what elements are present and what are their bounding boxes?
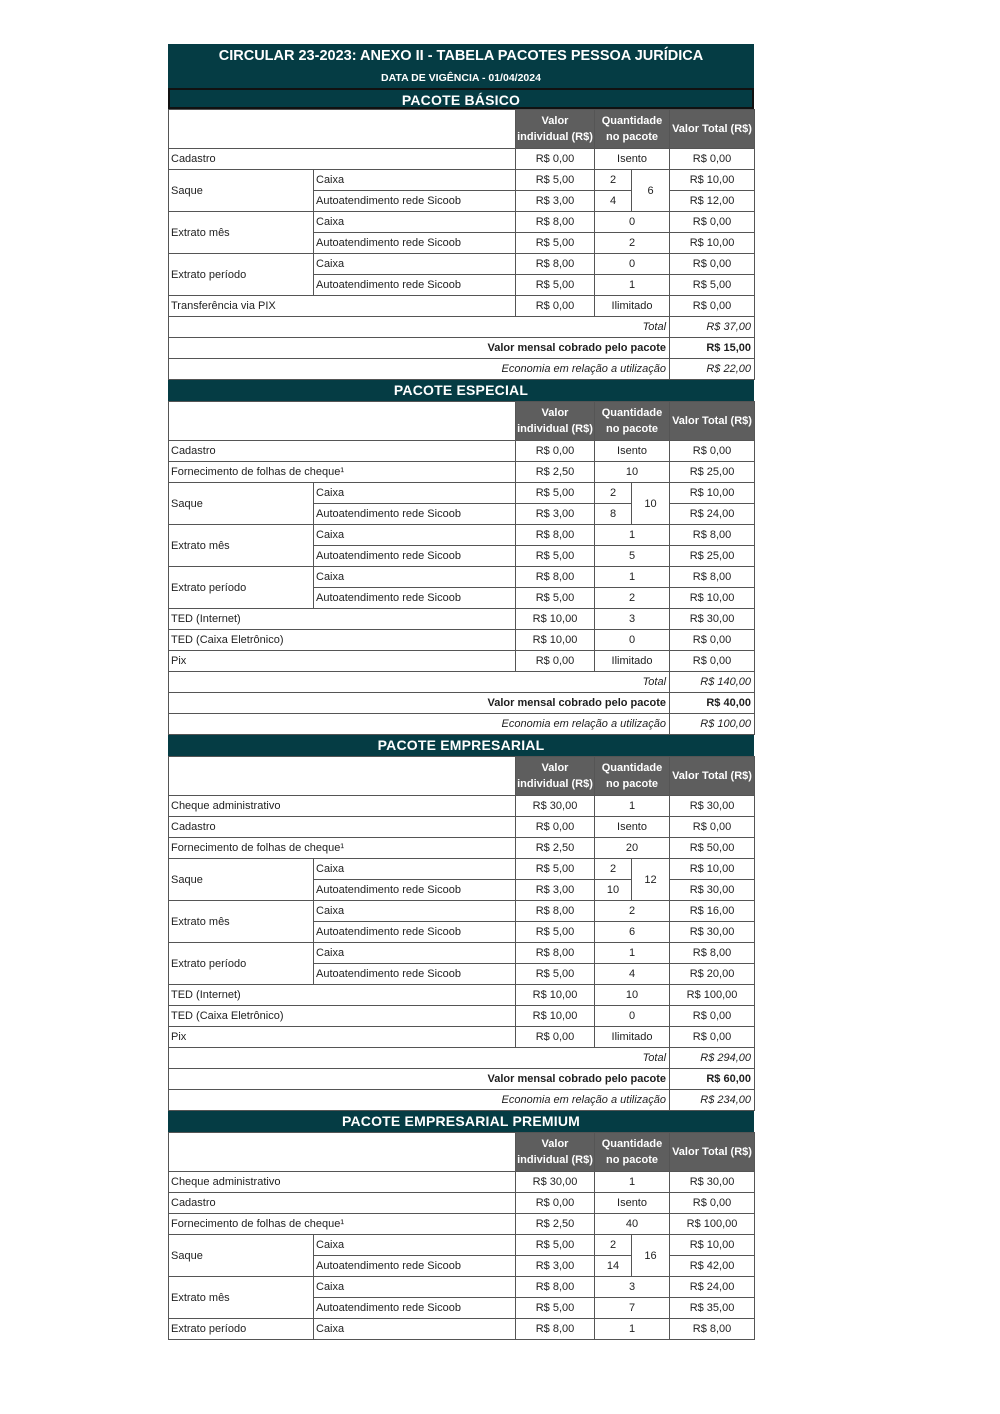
unit-value: R$ 2,50	[516, 838, 595, 859]
table-row	[169, 943, 755, 964]
row-group-label: Extrato mês	[169, 525, 314, 567]
row-group-label: Extrato mês	[169, 1277, 314, 1319]
total-value: R$ 0,00	[670, 296, 755, 317]
unit-value: R$ 10,00	[516, 985, 595, 1006]
row-group-label: Saque	[169, 1235, 314, 1277]
quantity: 0	[595, 630, 670, 651]
quantity: 2	[595, 859, 632, 880]
row-label: Fornecimento de folhas de cheque¹	[169, 1214, 516, 1235]
unit-value: R$ 3,00	[516, 880, 595, 901]
table-row	[169, 630, 755, 651]
unit-value: R$ 0,00	[516, 441, 595, 462]
monthly-label: Valor mensal cobrado pelo pacote	[169, 1069, 670, 1090]
table-row	[169, 838, 755, 859]
package-table	[168, 109, 755, 380]
unit-value: R$ 8,00	[516, 901, 595, 922]
header-row	[169, 1133, 755, 1172]
row-sub-label: Autoatendimento rede Sicoob	[314, 1298, 516, 1319]
unit-value: R$ 0,00	[516, 1027, 595, 1048]
row-label: Transferência via PIX	[169, 296, 516, 317]
savings-amount: R$ 100,00	[670, 714, 755, 735]
total-value: R$ 10,00	[670, 859, 755, 880]
table-row	[169, 212, 755, 233]
total-label: Total	[169, 317, 670, 338]
row-sub-label: Caixa	[314, 525, 516, 546]
monthly-amount: R$ 40,00	[670, 693, 755, 714]
unit-value: R$ 8,00	[516, 1319, 595, 1340]
savings-amount: R$ 22,00	[670, 359, 755, 380]
row-group-label: Extrato período	[169, 943, 314, 985]
total-value: R$ 10,00	[670, 588, 755, 609]
row-label: Cadastro	[169, 441, 516, 462]
quantity: Ilimitado	[595, 1027, 670, 1048]
quantity: 7	[595, 1298, 670, 1319]
row-sub-label: Caixa	[314, 859, 516, 880]
unit-value: R$ 2,50	[516, 462, 595, 483]
quantity: 10	[595, 985, 670, 1006]
quantity: Isento	[595, 1193, 670, 1214]
group-quantity: 16	[632, 1235, 670, 1277]
column-unit-value: Valor individual (R$)	[516, 757, 595, 796]
group-quantity: 10	[632, 483, 670, 525]
column-total-value: Valor Total (R$)	[670, 757, 755, 796]
table-row	[169, 1214, 755, 1235]
table-row	[169, 149, 755, 170]
table-row	[169, 1193, 755, 1214]
unit-value: R$ 5,00	[516, 588, 595, 609]
row-label: Cheque administrativo	[169, 1172, 516, 1193]
quantity: 1	[595, 567, 670, 588]
quantity: 14	[595, 1256, 632, 1277]
total-value: R$ 8,00	[670, 943, 755, 964]
savings-label: Economia em relação a utilização	[169, 359, 670, 380]
savings-amount: R$ 234,00	[670, 1090, 755, 1111]
row-label: Pix	[169, 1027, 516, 1048]
row-group-label: Saque	[169, 483, 314, 525]
monthly-amount: R$ 15,00	[670, 338, 755, 359]
total-value: R$ 30,00	[670, 922, 755, 943]
packages-container	[168, 88, 754, 1340]
total-amount: R$ 140,00	[670, 672, 755, 693]
row-sub-label: Autoatendimento rede Sicoob	[314, 1256, 516, 1277]
unit-value: R$ 10,00	[516, 609, 595, 630]
total-value: R$ 8,00	[670, 567, 755, 588]
total-row	[169, 1048, 755, 1069]
table-row	[169, 1006, 755, 1027]
package-title: PACOTE BÁSICO	[168, 88, 754, 109]
total-value: R$ 30,00	[670, 796, 755, 817]
table-row	[169, 483, 755, 504]
row-group-label: Extrato mês	[169, 212, 314, 254]
quantity: 0	[595, 1006, 670, 1027]
total-value: R$ 8,00	[670, 1319, 755, 1340]
total-label: Total	[169, 672, 670, 693]
total-value: R$ 8,00	[670, 525, 755, 546]
unit-value: R$ 3,00	[516, 504, 595, 525]
total-value: R$ 0,00	[670, 1027, 755, 1048]
table-row	[169, 462, 755, 483]
header-row	[169, 110, 755, 149]
total-value: R$ 42,00	[670, 1256, 755, 1277]
row-sub-label: Caixa	[314, 1319, 516, 1340]
effective-date: DATA DE VIGÊNCIA - 01/04/2024	[381, 72, 541, 84]
unit-value: R$ 0,00	[516, 296, 595, 317]
total-value: R$ 5,00	[670, 275, 755, 296]
row-sub-label: Autoatendimento rede Sicoob	[314, 546, 516, 567]
package-table	[168, 1132, 755, 1340]
total-value: R$ 10,00	[670, 1235, 755, 1256]
total-label: Total	[169, 1048, 670, 1069]
row-sub-label: Autoatendimento rede Sicoob	[314, 588, 516, 609]
unit-value: R$ 3,00	[516, 191, 595, 212]
total-value: R$ 24,00	[670, 504, 755, 525]
quantity: 10	[595, 880, 632, 901]
table-row	[169, 296, 755, 317]
total-value: R$ 0,00	[670, 212, 755, 233]
unit-value: R$ 8,00	[516, 567, 595, 588]
monthly-label: Valor mensal cobrado pelo pacote	[169, 338, 670, 359]
quantity: 2	[595, 1235, 632, 1256]
unit-value: R$ 8,00	[516, 525, 595, 546]
unit-value: R$ 10,00	[516, 1006, 595, 1027]
total-value: R$ 0,00	[670, 630, 755, 651]
quantity: 3	[595, 1277, 670, 1298]
table-row	[169, 796, 755, 817]
quantity: 2	[595, 483, 632, 504]
package-title: PACOTE EMPRESARIAL PREMIUM	[168, 1111, 754, 1132]
row-sub-label: Caixa	[314, 170, 516, 191]
monthly-amount: R$ 60,00	[670, 1069, 755, 1090]
quantity: 2	[595, 901, 670, 922]
table-row	[169, 567, 755, 588]
row-sub-label: Caixa	[314, 1235, 516, 1256]
unit-value: R$ 5,00	[516, 1235, 595, 1256]
row-group-label: Extrato período	[169, 254, 314, 296]
row-label: TED (Caixa Eletrônico)	[169, 1006, 516, 1027]
quantity: Isento	[595, 817, 670, 838]
total-value: R$ 0,00	[670, 651, 755, 672]
total-value: R$ 16,00	[670, 901, 755, 922]
table-row	[169, 254, 755, 275]
total-value: R$ 0,00	[670, 817, 755, 838]
group-quantity: 6	[632, 170, 670, 212]
row-sub-label: Autoatendimento rede Sicoob	[314, 275, 516, 296]
table-row	[169, 1235, 755, 1256]
table-row	[169, 170, 755, 191]
table-row	[169, 651, 755, 672]
quantity: 1	[595, 796, 670, 817]
total-value: R$ 25,00	[670, 546, 755, 567]
quantity: 1	[595, 1172, 670, 1193]
document	[168, 44, 754, 1340]
row-label: Fornecimento de folhas de cheque¹	[169, 462, 516, 483]
total-value: R$ 0,00	[670, 1006, 755, 1027]
document-header	[168, 44, 754, 88]
column-unit-value: Valor individual (R$)	[516, 110, 595, 149]
monthly-row	[169, 338, 755, 359]
total-value: R$ 100,00	[670, 1214, 755, 1235]
header-blank	[169, 402, 516, 441]
row-label: Cheque administrativo	[169, 796, 516, 817]
total-value: R$ 24,00	[670, 1277, 755, 1298]
header-row	[169, 402, 755, 441]
column-total-value: Valor Total (R$)	[670, 402, 755, 441]
header-row	[169, 757, 755, 796]
column-quantity: Quantidade no pacote	[595, 402, 670, 441]
row-sub-label: Autoatendimento rede Sicoob	[314, 233, 516, 254]
column-unit-value: Valor individual (R$)	[516, 1133, 595, 1172]
group-quantity: 12	[632, 859, 670, 901]
header-blank	[169, 110, 516, 149]
table-row	[169, 525, 755, 546]
quantity: 1	[595, 525, 670, 546]
monthly-row	[169, 693, 755, 714]
row-label: Pix	[169, 651, 516, 672]
row-sub-label: Caixa	[314, 943, 516, 964]
table-row	[169, 1027, 755, 1048]
total-row	[169, 317, 755, 338]
column-unit-value: Valor individual (R$)	[516, 402, 595, 441]
row-sub-label: Autoatendimento rede Sicoob	[314, 880, 516, 901]
row-label: Fornecimento de folhas de cheque¹	[169, 838, 516, 859]
row-label: TED (Caixa Eletrônico)	[169, 630, 516, 651]
unit-value: R$ 0,00	[516, 1193, 595, 1214]
total-value: R$ 10,00	[670, 233, 755, 254]
row-sub-label: Caixa	[314, 901, 516, 922]
total-value: R$ 10,00	[670, 170, 755, 191]
total-value: R$ 0,00	[670, 254, 755, 275]
row-sub-label: Autoatendimento rede Sicoob	[314, 191, 516, 212]
column-quantity: Quantidade no pacote	[595, 757, 670, 796]
monthly-label: Valor mensal cobrado pelo pacote	[169, 693, 670, 714]
row-label: Cadastro	[169, 1193, 516, 1214]
unit-value: R$ 30,00	[516, 796, 595, 817]
row-label: Cadastro	[169, 149, 516, 170]
savings-row	[169, 714, 755, 735]
unit-value: R$ 2,50	[516, 1214, 595, 1235]
unit-value: R$ 0,00	[516, 149, 595, 170]
document-title: CIRCULAR 23-2023: ANEXO II - TABELA PACOTES PESSOA JURÍDICA	[218, 48, 704, 64]
table-row	[169, 817, 755, 838]
savings-label: Economia em relação a utilização	[169, 714, 670, 735]
row-sub-label: Caixa	[314, 567, 516, 588]
total-value: R$ 0,00	[670, 441, 755, 462]
quantity: 3	[595, 609, 670, 630]
row-label: TED (Internet)	[169, 985, 516, 1006]
row-group-label: Extrato período	[169, 567, 314, 609]
total-value: R$ 30,00	[670, 1172, 755, 1193]
quantity: 2	[595, 170, 632, 191]
unit-value: R$ 10,00	[516, 630, 595, 651]
row-sub-label: Caixa	[314, 212, 516, 233]
total-value: R$ 100,00	[670, 985, 755, 1006]
quantity: 1	[595, 1319, 670, 1340]
total-value: R$ 25,00	[670, 462, 755, 483]
quantity: Ilimitado	[595, 296, 670, 317]
unit-value: R$ 5,00	[516, 546, 595, 567]
row-group-label: Extrato mês	[169, 901, 314, 943]
savings-row	[169, 359, 755, 380]
unit-value: R$ 8,00	[516, 254, 595, 275]
quantity: 4	[595, 191, 632, 212]
table-row	[169, 1277, 755, 1298]
row-sub-label: Caixa	[314, 254, 516, 275]
unit-value: R$ 5,00	[516, 964, 595, 985]
total-amount: R$ 37,00	[670, 317, 755, 338]
table-row	[169, 1172, 755, 1193]
unit-value: R$ 5,00	[516, 483, 595, 504]
quantity: 0	[595, 254, 670, 275]
row-sub-label: Caixa	[314, 483, 516, 504]
total-value: R$ 50,00	[670, 838, 755, 859]
total-value: R$ 30,00	[670, 609, 755, 630]
table-row	[169, 859, 755, 880]
package-table	[168, 401, 755, 735]
table-row	[169, 609, 755, 630]
row-sub-label: Autoatendimento rede Sicoob	[314, 922, 516, 943]
package-table	[168, 756, 755, 1111]
total-value: R$ 10,00	[670, 483, 755, 504]
quantity: 40	[595, 1214, 670, 1235]
unit-value: R$ 30,00	[516, 1172, 595, 1193]
header-blank	[169, 757, 516, 796]
unit-value: R$ 0,00	[516, 817, 595, 838]
row-sub-label: Autoatendimento rede Sicoob	[314, 964, 516, 985]
total-value: R$ 35,00	[670, 1298, 755, 1319]
unit-value: R$ 5,00	[516, 1298, 595, 1319]
column-total-value: Valor Total (R$)	[670, 110, 755, 149]
unit-value: R$ 5,00	[516, 233, 595, 254]
package-title: PACOTE EMPRESARIAL	[168, 735, 754, 756]
total-value: R$ 12,00	[670, 191, 755, 212]
row-sub-label: Autoatendimento rede Sicoob	[314, 504, 516, 525]
column-quantity: Quantidade no pacote	[595, 1133, 670, 1172]
quantity: 4	[595, 964, 670, 985]
total-value: R$ 30,00	[670, 880, 755, 901]
unit-value: R$ 5,00	[516, 275, 595, 296]
quantity: 8	[595, 504, 632, 525]
total-amount: R$ 294,00	[670, 1048, 755, 1069]
unit-value: R$ 8,00	[516, 212, 595, 233]
quantity: 1	[595, 275, 670, 296]
quantity: Isento	[595, 149, 670, 170]
total-value: R$ 0,00	[670, 1193, 755, 1214]
quantity: 2	[595, 588, 670, 609]
savings-row	[169, 1090, 755, 1111]
unit-value: R$ 8,00	[516, 1277, 595, 1298]
quantity: Ilimitado	[595, 651, 670, 672]
row-label: Cadastro	[169, 817, 516, 838]
row-group-label: Extrato período	[169, 1319, 314, 1340]
total-value: R$ 0,00	[670, 149, 755, 170]
quantity: 6	[595, 922, 670, 943]
row-group-label: Saque	[169, 170, 314, 212]
unit-value: R$ 5,00	[516, 859, 595, 880]
quantity: 2	[595, 233, 670, 254]
table-row	[169, 441, 755, 462]
quantity: Isento	[595, 441, 670, 462]
row-group-label: Saque	[169, 859, 314, 901]
table-row	[169, 901, 755, 922]
unit-value: R$ 0,00	[516, 651, 595, 672]
row-label: TED (Internet)	[169, 609, 516, 630]
unit-value: R$ 5,00	[516, 922, 595, 943]
total-row	[169, 672, 755, 693]
column-quantity: Quantidade no pacote	[595, 110, 670, 149]
quantity: 5	[595, 546, 670, 567]
quantity: 0	[595, 212, 670, 233]
table-row	[169, 1319, 755, 1340]
package-title: PACOTE ESPECIAL	[168, 380, 754, 401]
column-total-value: Valor Total (R$)	[670, 1133, 755, 1172]
row-sub-label: Caixa	[314, 1277, 516, 1298]
quantity: 20	[595, 838, 670, 859]
total-value: R$ 20,00	[670, 964, 755, 985]
unit-value: R$ 8,00	[516, 943, 595, 964]
table-row	[169, 985, 755, 1006]
quantity: 10	[595, 462, 670, 483]
quantity: 1	[595, 943, 670, 964]
unit-value: R$ 3,00	[516, 1256, 595, 1277]
monthly-row	[169, 1069, 755, 1090]
savings-label: Economia em relação a utilização	[169, 1090, 670, 1111]
unit-value: R$ 5,00	[516, 170, 595, 191]
header-blank	[169, 1133, 516, 1172]
